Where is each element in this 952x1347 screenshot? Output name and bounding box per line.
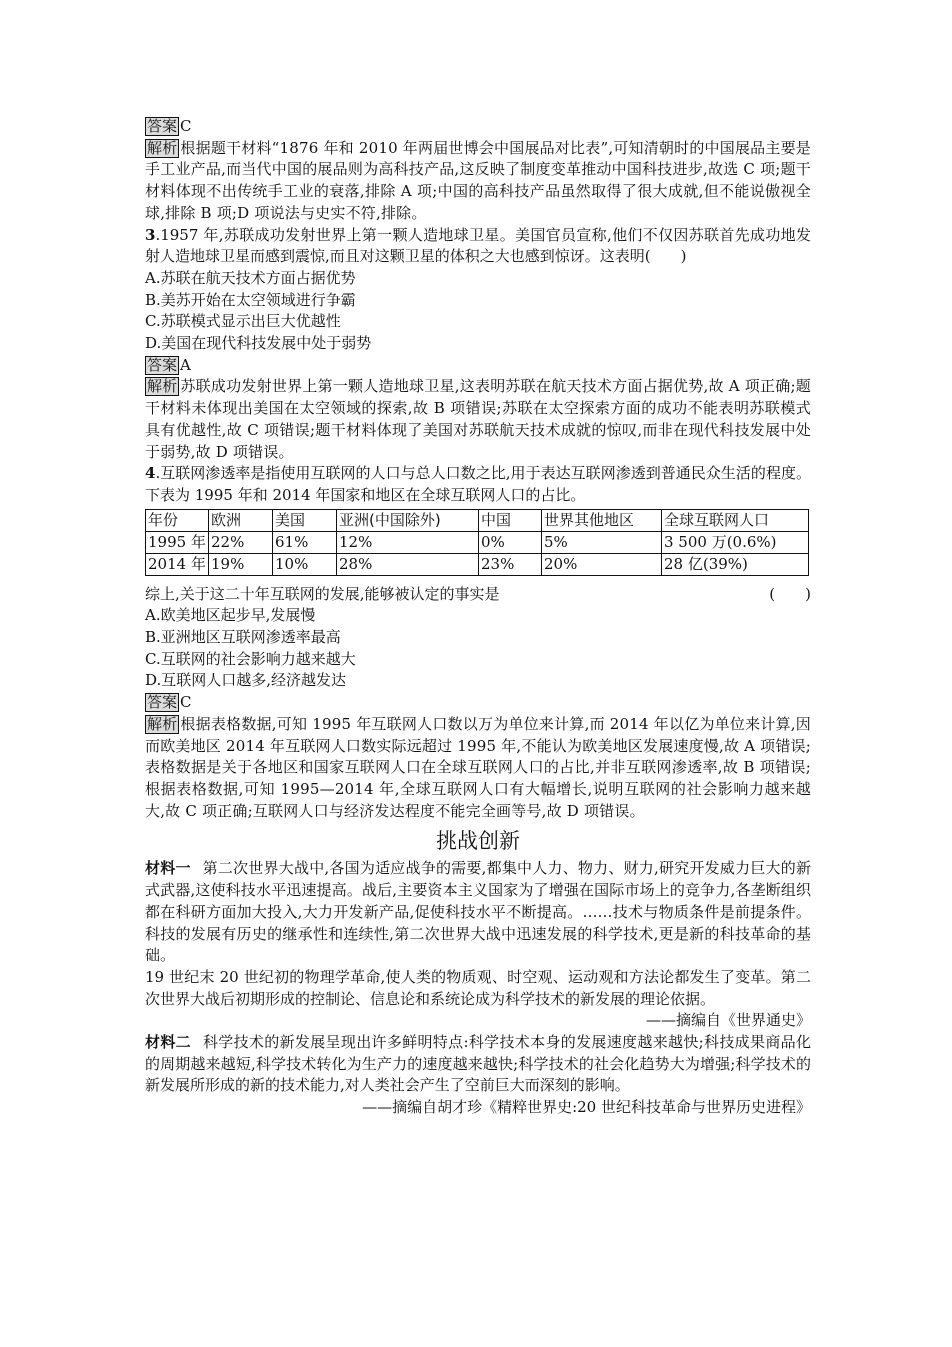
q4-explanation-text: 根据表格数据,可知 1995 年互联网人口数以万为单位来计算,而 2014 年以亿为单位来计算,因而欧美地区 2014 年互联网人口数实际远超过 1995 年,不能认为欧美地区发展速度慢,故 A 项错误;表格数据是关于各地区和国家互联网人口在全球互联网人口的占比,并非互联网渗透率,故 B 项错误;根据表格数据,可知 1995—2014 年,全球互联网人口有大幅增长,说明互联网的社会影响力越来越大,故 C 项正确;互联网人口与经济发达程度不能完全画等号,故 D 项错误。: [145, 714, 811, 820]
q3-answer-line: [145, 355, 811, 377]
q3-option-b: B.美苏开始在太空领域进行争霸: [145, 290, 356, 309]
q4-option-a: A.欧美地区起步早,发展慢: [145, 606, 316, 625]
material-1-label: 材料一: [145, 859, 191, 878]
material-1-paragraph-1: 第二次世界大战中,各国为适应战争的需要,都集中人力、物力、财力,研究开发威力巨大的新式武器,这使科技水平迅速提高。战后,主要资本主义国家为了增强在国际市场上的竞争力,各垄断组织都在科研方面加大投入,大力开发新产品,促使科技水平不断提高。……技术与物质条件是前提条件。科技的发展有历史的继承性和连续性,第二次世界大战中迅速发展的科学技术,更是新的科技革命的基础。: [145, 859, 811, 965]
table-row: [146, 531, 809, 553]
table-header-cell: 欧洲: [209, 509, 273, 531]
table-cell: 22%: [209, 531, 273, 553]
q3-stem-text: .1957 年,苏联成功发射世界上第一颗人造地球卫星。美国官员宣称,他们不仅因苏联首先成功地发射人造地球卫星而感到震惊,而且对这颗卫星的体积之大也感到惊讶。这表明( ): [145, 225, 811, 266]
material-2: [145, 1032, 811, 1097]
q4-prompt: 综上,关于这二十年互联网的发展,能够被认定的事实是: [145, 584, 500, 603]
q4-prompt-row: [145, 584, 811, 606]
material-1-source: ——摘编自《世界通史》: [645, 1011, 811, 1030]
table-header-row: [146, 509, 809, 531]
table-cell: 20%: [542, 553, 662, 575]
table-cell: 5%: [542, 531, 662, 553]
q3-option-d: D.美国在现代科技发展中处于弱势: [145, 334, 372, 353]
q3-answer-value: A: [180, 355, 191, 374]
q4-number: 4: [145, 464, 156, 483]
table-cell: 28%: [337, 553, 479, 575]
table-header-cell: 亚洲(中国除外): [337, 509, 479, 531]
table-cell: 3 500 万(0.6%): [662, 531, 809, 553]
q4-stem: [145, 463, 811, 506]
explain-tag: 解析: [147, 714, 178, 733]
table-header-cell: 年份: [146, 509, 209, 531]
table-cell: 0%: [479, 531, 542, 553]
table-cell: 23%: [479, 553, 542, 575]
table-header-cell: 中国: [479, 509, 542, 531]
material-2-paragraph-1: 科学技术的新发展呈现出许多鲜明特点:科学技术本身的发展速度越来越快;科技成果商品化的周期越来越短,科学技术转化为生产力的速度越来越快;科学技术的社会化趋势大为增强;科学技术的新发展所形成的新的技术能力,对人类社会产生了空前巨大而深刻的影响。: [145, 1033, 811, 1095]
answer-tag: 答案: [147, 693, 178, 712]
table-cell: 12%: [337, 531, 479, 553]
table-cell: 28 亿(39%): [662, 553, 809, 575]
material-2-label: 材料二: [145, 1033, 191, 1052]
q3-explanation: [145, 376, 811, 463]
q4-explanation: [145, 714, 811, 823]
q4-option-b: B.亚洲地区互联网渗透率最高: [145, 628, 341, 647]
q2-answer-value: C: [180, 117, 192, 135]
answer-tag: 答案: [147, 355, 178, 374]
table-cell: 10%: [273, 553, 337, 575]
q2-answer-line: [145, 116, 811, 138]
q4-option-c: C.互联网的社会影响力越来越大: [145, 649, 356, 668]
explain-tag: 解析: [147, 138, 178, 157]
table-cell: 19%: [209, 553, 273, 575]
table-header-cell: 世界其他地区: [542, 509, 662, 531]
section-title: 挑战创新: [436, 829, 520, 854]
q4-option-d: D.互联网人口越多,经济越发达: [145, 671, 347, 690]
q2-explanation: [145, 138, 811, 225]
document-page: [145, 116, 811, 1119]
table-cell: 61%: [273, 531, 337, 553]
answer-tag: 答案: [147, 117, 178, 135]
q3-stem: [145, 225, 811, 268]
q4-answer-paren: ( ): [769, 584, 811, 603]
explain-tag: 解析: [147, 377, 178, 396]
table-header-cell: 全球互联网人口: [662, 509, 809, 531]
table-row: [146, 553, 809, 575]
q4-answer-line: [145, 692, 811, 714]
q3-option-c: C.苏联模式显示出巨大优越性: [145, 312, 341, 331]
material-1: [145, 858, 811, 967]
q2-explanation-text: 根据题干材料“1876 年和 2010 年两届世博会中国展品对比表”,可知清朝时的中国展品主要是手工业产品,而当代中国的展品则为高科技产品,这反映了制度变革推动中国科技进步,故选 C 项;题干材料体现不出传统手工业的衰落,排除 A 项;中国的高科技产品虽然取得了很大成就,但不能说傲视全球,排除 B 项;D 项说法与史实不符,排除。: [145, 138, 811, 222]
q4-stem-text: .互联网渗透率是指使用互联网的人口与总人口数之比,用于表达互联网渗透到普通民众生活的程度。下表为 1995 年和 2014 年国家和地区在全球互联网人口的占比。: [145, 464, 811, 504]
material-2-source: ——摘编自胡才珍《精粹世界史:20 世纪科技革命与世界历史进程》: [362, 1098, 811, 1117]
table-header-cell: 美国: [273, 509, 337, 531]
q3-option-a: A.苏联在航天技术方面占据优势: [145, 268, 356, 287]
q3-number: 3: [145, 225, 156, 244]
material-1-paragraph-2: 19 世纪末 20 世纪初的物理学革命,使人类的物质观、时空观、运动观和方法论都发生了变革。第二次世界大战后初期形成的控制论、信息论和系统论成为科学技术的新发展的理论依据。: [145, 967, 811, 1008]
table-cell: 1995 年: [146, 531, 209, 553]
internet-population-table: [145, 509, 809, 576]
table-cell: 2014 年: [146, 553, 209, 575]
q3-explanation-text: 苏联成功发射世界上第一颗人造地球卫星,这表明苏联在航天技术方面占据优势,故 A 项正确;题干材料未体现出美国在太空领域的探索,故 B 项错误;苏联在太空探索方面的成功不能表明苏联模式具有优越性,故 C 项错误;题干材料体现了美国对苏联航天技术成就的惊叹,而非在现代科技发展中处于弱势,故 D 项错误。: [145, 377, 811, 461]
q4-answer-value: C: [180, 693, 192, 712]
